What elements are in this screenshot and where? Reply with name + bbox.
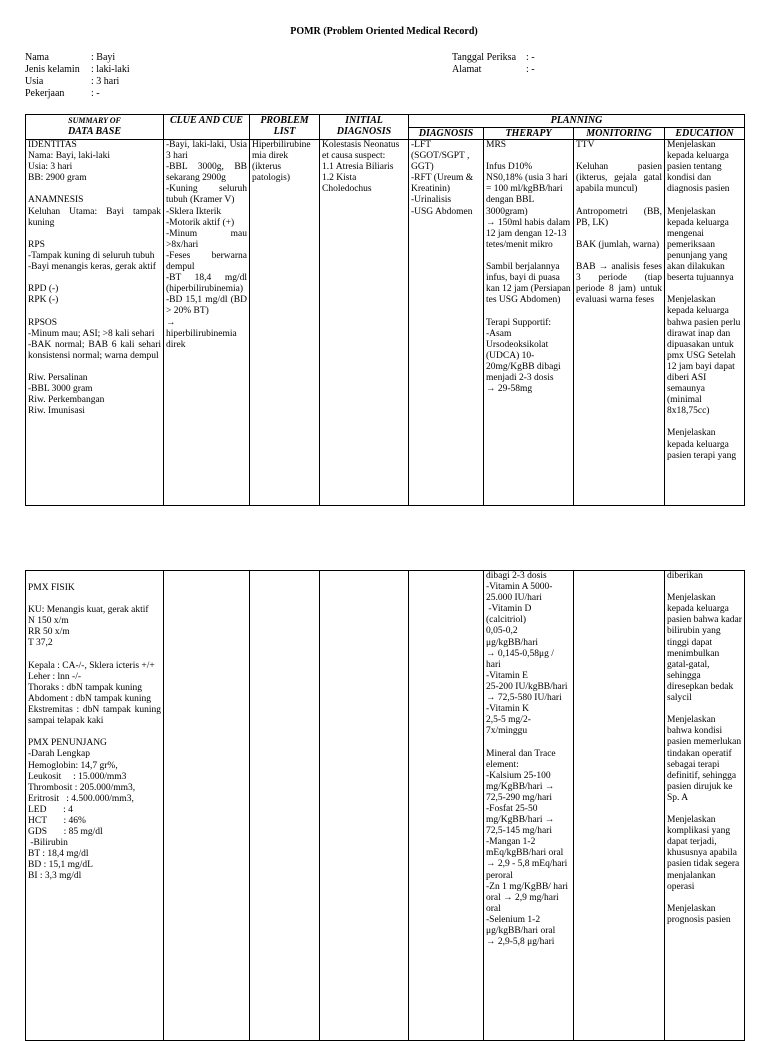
document-title: POMR (Problem Oriented Medical Record) [290,26,478,37]
cell-clue: -Bayi, laki-laki, Usia 3 hari -BBL 3000g, BB sekarang 2900g -Kuning seluruh tubuh (Kramer V) -Sklera Ikterik -Motorik aktif (+) -Minum mau >8x/hari -Feses berwarna dempul -BT 18,4 mg/dl (hiperbilirubinemia) -BD 15,1 mg/dl (BD > 20% BT) → hiperbilirubinemia direk [164,140,250,506]
value-jenis-kelamin: : laki-laki [91,64,130,75]
cell-education: Menjelaskan kepada keluarga pasien tentang kondisi dan diagnosis pasien Menjelaskan kepada keluarga mengenai pemeriksaan penunjang yang akan dilakukan beserta tujuannya Menjelaskan kepada keluarga bahwa pasien perlu dirawat inap dan dipuasakan untuk pmx USG Setelah 12 jam bayi dapat diberi ASI semaunya (minimal 8x18,75cc) Menjelaskan kepada keluarga pasien terapi yang [665,140,745,506]
pomr-table-page-1 [25,114,745,506]
cell-therapy: MRS Infus D10% NS0,18% (usia 3 hari = 100 ml/kgBB/hari dengan BBL 3000gram) → 150ml habis dalam 12 jam dengan 12-13 tetes/menit mikro Sambil berjalannya infus, bayi di puasa kan 12 jam (Persiapan tes USG Abdomen) Terapi Supportif: -Asam Ursodeoksikolat (UDCA) 10-20mg/KgBB dibagi menjadi 2-3 dosis → 29-58mg [484,140,574,506]
header-planning: PLANNING [409,115,745,128]
value-usia: : 3 hari [91,76,120,87]
cell-initial-diagnosis: Kolestasis Neonatus et causa suspect: 1.1 Atresia Biliaris 1.2 Kista Choledochus [320,140,409,506]
header-summary-top: SUMMARY OF [68,116,121,125]
header-initial-diagnosis: INITIAL DIAGNOSIS [320,115,409,140]
label-tanggal-periksa: Tanggal Periksa [452,52,517,63]
label-alamat: Alamat [452,64,482,75]
value-nama: : Bayi [91,52,116,63]
header-summary [26,115,164,140]
label-jenis-kelamin: Jenis kelamin [25,64,80,75]
header-clue: CLUE AND CUE [164,115,250,140]
header-therapy: THERAPY [484,128,574,140]
cell-summary-continued: PMX FISIK KU: Menangis kuat, gerak aktif N 150 x/m RR 50 x/m T 37,2 Kepala : CA-/-, Sklera icteris +/+ Leher : lnn -/- Thoraks : dbN tampak kuning Abdoment : dbN tampak kuning Ekstremitas : dbN tampak kuning sampai telapak kaki PMX PENUNJANG -Darah Lengkap Hemoglobin: 14,7 gr%, Leukosit : 15.000/mm3 Thrombosit : 205.000/mm3, Eritrosit : 4.500.000/mm3, LED : 4 HCT : 46% GDS : 85 mg/dl -Bilirubin BT : 18,4 mg/dl BD : 15,1 mg/dL BI : 3,3 mg/dl [26,571,164,1041]
value-alamat: : - [526,64,535,75]
cell-problem: Hiperbilirubinemia direk (ikterus patologis) [250,140,320,506]
pomr-table-page-2 [25,570,745,1041]
patient-info [25,52,130,100]
header-problem: PROBLEM LIST [250,115,320,140]
cell-monitoring-continued [574,571,665,1041]
cell-diagnosis: -LFT (SGOT/SGPT , GGT) -RFT (Ureum & Kreatinin) -Urinalisis -USG Abdomen [409,140,484,506]
cell-therapy-continued: dibagi 2-3 dosis -Vitamin A 5000-25.000 IU/hari -Vitamin D (calcitriol) 0,05-0,2 μg/kgBB/hari → 0,145-0,58μg / hari -Vitamin E 25-200 IU/kgBB/hari → 72,5-580 IU/hari -Vitamin K 2,5-5 mg/2-7x/minggu Mineral dan Trace element: -Kalsium 25-100 mg/KgBB/hari → 72,5-290 mg/hari -Fosfat 25-50 mg/KgBB/hari → 72,5-145 mg/hari -Mangan 1-2 mEq/kgBB/hari oral → 2,9 - 5,8 mEq/hari peroral -Zn 1 mg/KgBB/ hari oral → 2,9 mg/hari oral -Selenium 1-2 μg/kgBB/hari oral → 2,9-5,8 μg/hari [484,571,574,1041]
cell-monitoring: TTV Keluhan pasien (ikterus, gejala gatal apabila muncul) Antropometri (BB, PB, LK) BAK (jumlah, warna) BAB → analisis feses 3 periode (tiap periode 8 jam) untuk evaluasi warna feses [574,140,665,506]
cell-education-continued: diberikan Menjelaskan kepada keluarga pasien bahwa kadar bilirubin yang tinggi dapat menimbulkan gatal-gatal, sehingga diresepkan bedak salycil Menjelaskan bahwa kondisi pasien memerlukan tindakan operatif sebagai terapi definitif, sehingga pasien dirujuk ke Sp. A Menjelaskan komplikasi yang dapat terjadi, khususnya apabila pasien tidak segera menjalankan operasi Menjelaskan prognosis pasien [665,571,745,1041]
cell-problem-continued [250,571,320,1041]
label-pekerjaan: Pekerjaan [25,88,65,99]
header-monitoring: MONITORING [574,128,665,140]
header-summary-main: DATA BASE [67,126,122,137]
header-diagnosis: DIAGNOSIS [409,128,484,140]
exam-info [452,52,535,76]
cell-summary: IDENTITAS Nama: Bayi, laki-laki Usia: 3 hari BB: 2900 gram ANAMNESIS Keluhan Utama: Bayi tampak kuning RPS -Tampak kuning di seluruh tubuh -Bayi menangis keras, gerak aktif RPD (-) RPK (-) RPSOS -Minum mau; ASI; >8 kali sehari -BAK normal; BAB 6 kali sehari konsistensi normal; warna dempul Riw. Persalinan -BBL 3000 gram Riw. Perkembangan Riw. Imunisasi [26,140,164,506]
value-tanggal-periksa: : - [526,52,535,63]
cell-clue-continued [164,571,250,1041]
label-nama: Nama [25,52,49,63]
cell-diagnosis-continued [409,571,484,1041]
cell-initial-diagnosis-continued [320,571,409,1041]
value-pekerjaan: : - [91,88,100,99]
label-usia: Usia [25,76,44,87]
header-education: EDUCATION [665,128,745,140]
